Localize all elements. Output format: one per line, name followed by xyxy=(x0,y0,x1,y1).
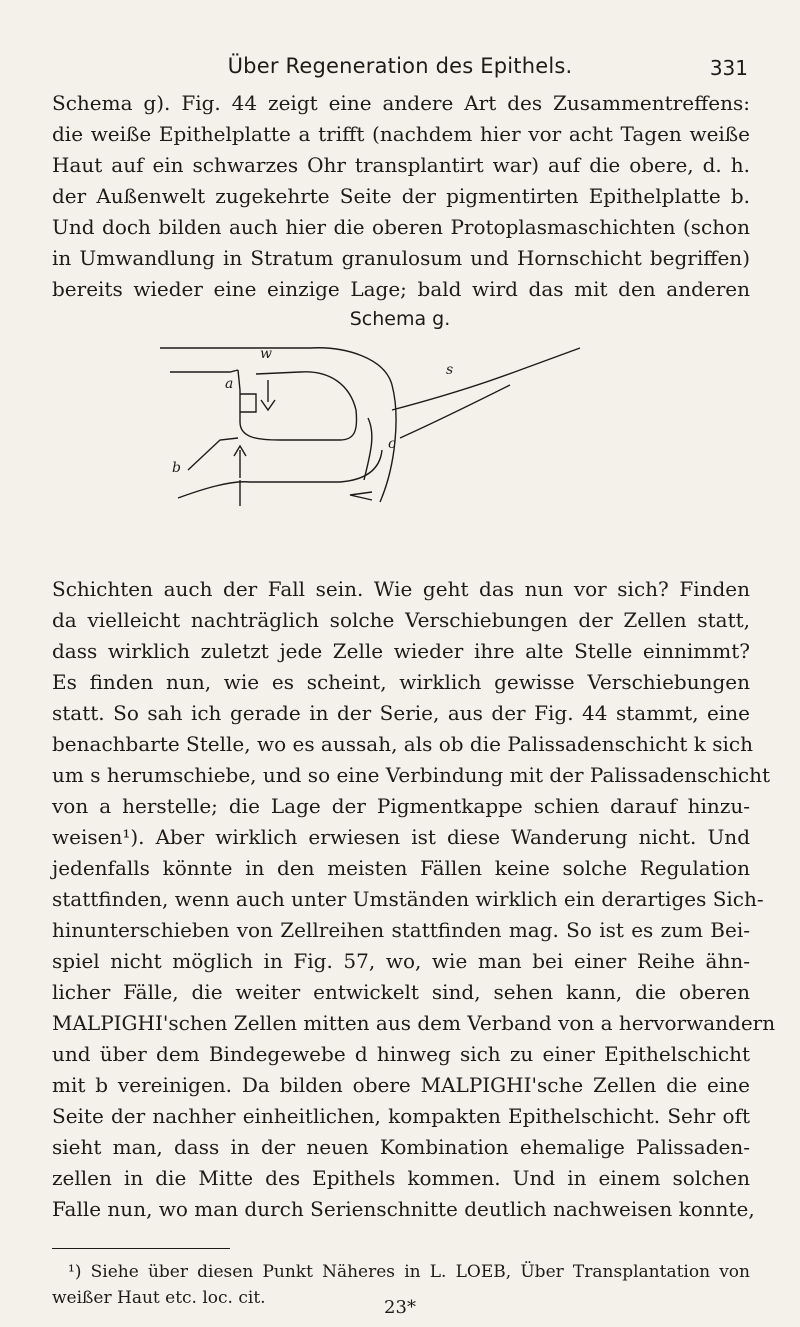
text-line: der Außenwelt zugekehrte Seite der pigmentirten Epithelplatte b. xyxy=(52,184,750,208)
bottom-contour xyxy=(178,450,382,498)
text-line: hinunterschieben von Zellreihen stattfinden mag. So ist es zum Bei- xyxy=(52,918,750,942)
text-line: MALPIGHI'schen Zellen mitten aus dem Verband von a hervorwandern xyxy=(52,1011,776,1035)
label-s: s xyxy=(446,362,454,378)
signature-mark: 23* xyxy=(384,1297,416,1318)
schema-diagram xyxy=(160,330,620,530)
text-line: weisen¹). Aber wirklich erwiesen ist diese Wanderung nicht. Und xyxy=(52,825,750,849)
s-line-lower xyxy=(400,385,510,438)
footnote-line: weißer Haut etc. loc. cit. xyxy=(52,1288,266,1308)
text-line: Schichten auch der Fall sein. Wie geht das nun vor sich? Finden xyxy=(52,577,750,601)
label-c: c xyxy=(388,436,396,452)
footnote-line: ¹) Siehe über diesen Punkt Näheres in L. LOEB, Über Transplantation von xyxy=(68,1262,750,1282)
text-line: sieht man, dass in der neuen Kombination ehemalige Palissaden- xyxy=(52,1135,750,1159)
text-line: Seite der nachher einheitlichen, kompakten Epithelschicht. Sehr oft xyxy=(52,1104,750,1128)
text-line: spiel nicht möglich in Fig. 57, wo, wie man bei einer Reihe ähn- xyxy=(52,949,750,973)
text-line: jedenfalls könnte in den meisten Fällen keine solche Regulation xyxy=(52,856,750,880)
text-line: Haut auf ein schwarzes Ohr transplantirt war) auf die obere, d. h. xyxy=(52,153,750,177)
paragraph-main xyxy=(52,574,776,1225)
lower-arrow xyxy=(350,492,372,500)
page-number: 331 xyxy=(709,56,748,80)
text-line: stattfinden, wenn auch unter Umständen wirklich ein derartiges Sich- xyxy=(52,887,764,911)
footnote-rule xyxy=(52,1248,230,1249)
text-line: Schema g). Fig. 44 zeigt eine andere Art des Zusammentreffens: xyxy=(52,91,750,115)
text-line: und über dem Bindegewebe d hinweg sich zu einer Epithelschicht xyxy=(52,1042,750,1066)
text-line: da vielleicht nachträglich solche Verschiebungen der Zellen statt, xyxy=(52,608,750,632)
line-b xyxy=(188,438,238,470)
line-a-top xyxy=(170,370,238,372)
text-line: benachbarte Stelle, wo es aussah, als ob die Palissadenschicht k sich xyxy=(52,732,754,756)
text-line: zellen in die Mitte des Epithels kommen. Und in einem solchen xyxy=(52,1166,750,1190)
figure-caption: Schema g. xyxy=(349,308,451,330)
text-line: in Umwandlung in Stratum granulosum und Hornschicht begriffen) xyxy=(52,246,750,270)
upper-contour xyxy=(160,348,396,502)
text-line: dass wirklich zuletzt jede Zelle wieder ihre alte Stelle einnimmt? xyxy=(52,639,750,663)
s-line-upper xyxy=(392,348,580,410)
c-stroke xyxy=(364,418,372,480)
text-line: statt. So sah ich gerade in der Serie, aus der Fig. 44 stammt, eine xyxy=(52,701,750,725)
text-line: von a herstelle; die Lage der Pigmentkappe schien darauf hinzu- xyxy=(52,794,750,818)
text-line: bereits wieder eine einzige Lage; bald wird das mit den anderen xyxy=(52,277,750,301)
running-header xyxy=(0,54,800,84)
label-b: b xyxy=(172,460,181,476)
paragraph-top xyxy=(52,88,750,305)
text-line: die weiße Epithelplatte a trifft (nachdem hier vor acht Tagen weiße xyxy=(52,122,750,146)
text-line: Es finden nun, wie es scheint, wirklich gewisse Verschiebungen xyxy=(52,670,750,694)
small-box xyxy=(240,394,256,412)
text-line: Und doch bilden auch hier die oberen Protoplasmaschichten (schon xyxy=(52,215,750,239)
label-a: a xyxy=(225,376,234,392)
running-title: Über Regeneration des Epithels. xyxy=(227,54,573,78)
text-line: um s herumschiebe, und so eine Verbindung mit der Palissadenschicht xyxy=(52,763,770,787)
label-w: w xyxy=(260,346,272,362)
text-line: mit b vereinigen. Da bilden obere MALPIGHI'sche Zellen die eine xyxy=(52,1073,750,1097)
text-line: licher Fälle, die weiter entwickelt sind, sehen kann, die oberen xyxy=(52,980,750,1004)
text-line: Falle nun, wo man durch Serienschnitte deutlich nachweisen konnte, xyxy=(52,1197,755,1221)
